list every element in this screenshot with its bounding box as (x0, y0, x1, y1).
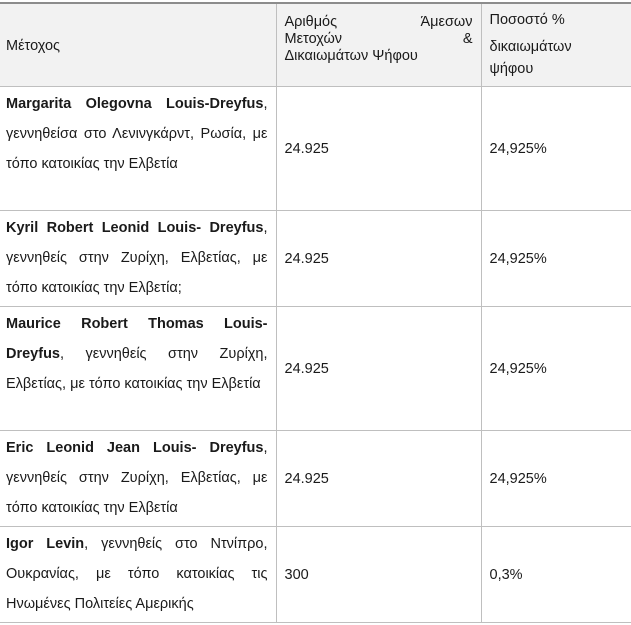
shares-cell: 24.925 (276, 87, 481, 211)
shareholder-name: Eric Leonid Jean Louis- Dreyfus (6, 440, 264, 456)
percent-cell: 24,925% (481, 211, 631, 307)
table-row (0, 527, 631, 623)
header-shares (276, 3, 481, 87)
shareholder-cell (0, 307, 276, 431)
percent-cell: 0,3% (481, 527, 631, 623)
shareholder-name: Margarita Olegovna Louis-Dreyfus (6, 96, 264, 112)
shareholder-desc: , γεννηθείς στην Ζυρίχη, Ελβετίας, με τόπο κατοικίας την Ελβετία (6, 346, 268, 392)
shareholder-desc: , γεννηθείς στο Ντνίπρο, Ουκρανίας, με τόπο κατοικίας τις Ηνωμένες Πολιτείες Αμερικής (6, 536, 268, 612)
header-shares-line1: Αριθμός Άμεσων (284, 14, 473, 30)
shareholder-name: Kyril Robert Leonid Louis- Dreyfus (6, 220, 264, 236)
shareholder-cell (0, 211, 276, 307)
shareholder-desc: , γεννηθείσα στο Λενινγκάρντ, Ρωσία, με τόπο κατοικίας την Ελβετία (6, 96, 268, 172)
shareholders-table (0, 2, 631, 623)
shares-cell: 300 (276, 527, 481, 623)
table-row (0, 87, 631, 211)
shareholder-desc: , γεννηθείς στην Ζυρίχη, Ελβετίας, με τόπο κατοικίας την Ελβετία (6, 440, 268, 516)
header-shares-line2: Μετοχών & (284, 31, 473, 47)
shareholder-name: Maurice Robert Thomas Louis-Dreyfus (6, 316, 268, 362)
shares-cell: 24.925 (276, 211, 481, 307)
header-shareholder: Μέτοχος (0, 3, 276, 87)
header-percent-line1: Ποσοστό % (489, 12, 565, 28)
shareholder-name: Igor Levin (6, 536, 85, 552)
percent-cell: 24,925% (481, 87, 631, 211)
header-row (0, 3, 631, 87)
percent-cell: 24,925% (481, 307, 631, 431)
percent-cell: 24,925% (481, 431, 631, 527)
header-percent-line2: δικαιωμάτων (489, 39, 572, 55)
shareholder-cell (0, 527, 276, 623)
header-shares-line3: Δικαιωμάτων Ψήφου (284, 48, 418, 64)
shareholder-cell (0, 87, 276, 211)
header-percent (481, 3, 631, 87)
header-percent-line3: ψήφου (489, 61, 534, 77)
shares-cell: 24.925 (276, 307, 481, 431)
table-row (0, 431, 631, 527)
table-row (0, 211, 631, 307)
table-row (0, 307, 631, 431)
shares-cell: 24.925 (276, 431, 481, 527)
shareholder-desc: , γεννηθείς στην Ζυρίχη, Ελβετίας, με τόπο κατοικίας την Ελβετία; (6, 220, 268, 296)
shareholder-cell (0, 431, 276, 527)
